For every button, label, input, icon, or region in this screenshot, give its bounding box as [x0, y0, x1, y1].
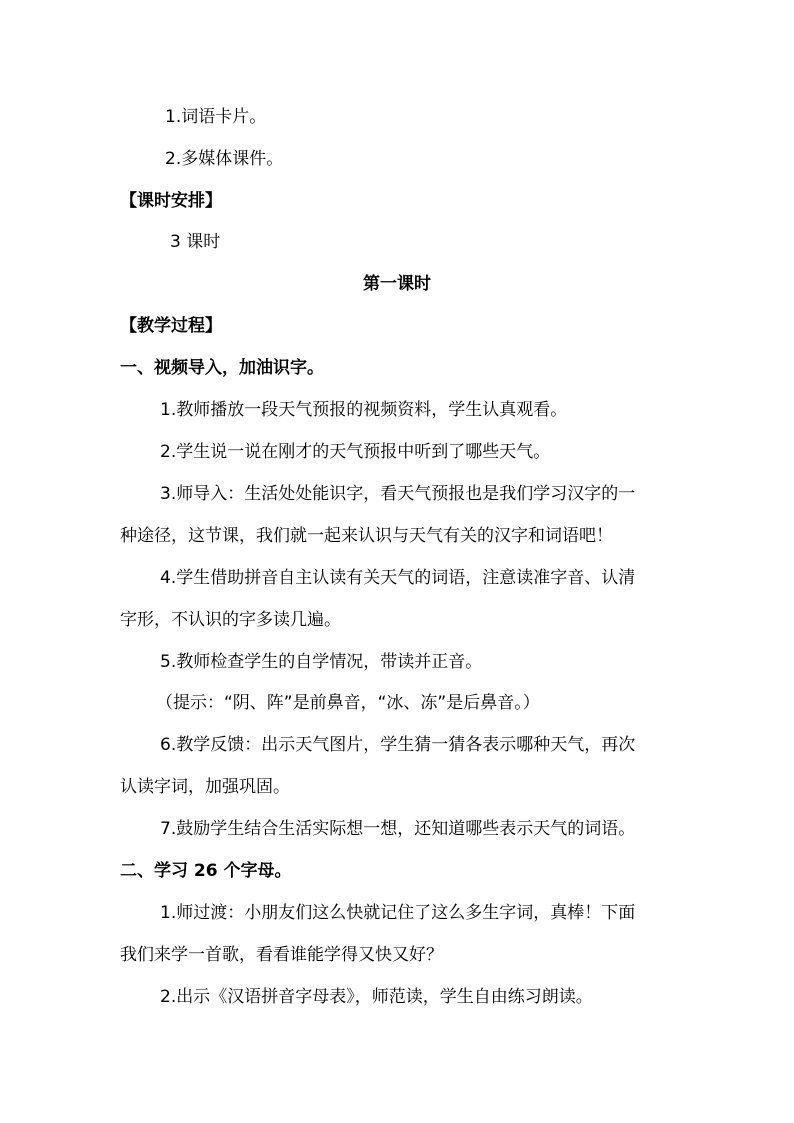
section-2-paragraph-1-line-1: 1.师过渡：小朋友们这么快就记住了这么多生字词，真棒！下面 — [160, 903, 636, 923]
section-1-paragraph-6-line-1: 6.教学反馈：出示天气图片，学生猜一猜各表示哪种天气，再次 — [160, 735, 636, 755]
section-1-paragraph-7: 7.鼓励学生结合生活实际想一想，还知道哪些表示天气的词语。 — [160, 819, 636, 839]
section-2-paragraph-2: 2.出示《汉语拼音字母表》，师范读，学生自由练习朗读。 — [160, 987, 593, 1007]
schedule-heading: 【课时安排】 — [120, 191, 222, 211]
section-1-paragraph-4-line-1: 4.学生借助拼音自主认读有关天气的词语，注意读准字音、认清 — [160, 568, 636, 588]
section-1-paragraph-5: 5.教师检查学生的自学情况，带读并正音。 — [160, 652, 483, 672]
section-1-paragraph-4-line-2: 字形，不认识的字多读几遍。 — [120, 610, 341, 630]
process-heading: 【教学过程】 — [120, 316, 222, 336]
section-1-paragraph-3-line-2: 种途径，这节课，我们就一起来认识与天气有关的汉字和词语吧！ — [120, 526, 613, 546]
prep-item-1: 1.词语卡片。 — [165, 107, 267, 127]
lesson-title: 第一课时 — [363, 274, 431, 294]
section-2-paragraph-1-line-2: 我们来学一首歌，看看谁能学得又快又好？ — [120, 945, 443, 965]
section-1-paragraph-1: 1.教师播放一段天气预报的视频资料，学生认真观看。 — [160, 400, 568, 420]
section-1-paragraph-6-line-2: 认读字词，加强巩固。 — [120, 777, 290, 797]
prep-item-2: 2.多媒体课件。 — [165, 149, 284, 169]
section-1-hint: （提示：“阴、阵”是前鼻音，“冰、冻”是后鼻音。） — [156, 693, 540, 713]
section-2-heading: 二、学习 26 个字母。 — [120, 861, 292, 881]
section-1-paragraph-3-line-1: 3.师导入：生活处处能识字，看天气预报也是我们学习汉字的一 — [160, 484, 636, 504]
schedule-value: 3 课时 — [170, 232, 221, 252]
section-1-heading: 一、视频导入，加油识字。 — [120, 358, 324, 378]
section-1-paragraph-2: 2.学生说一说在刚才的天气预报中听到了哪些天气。 — [160, 442, 551, 462]
